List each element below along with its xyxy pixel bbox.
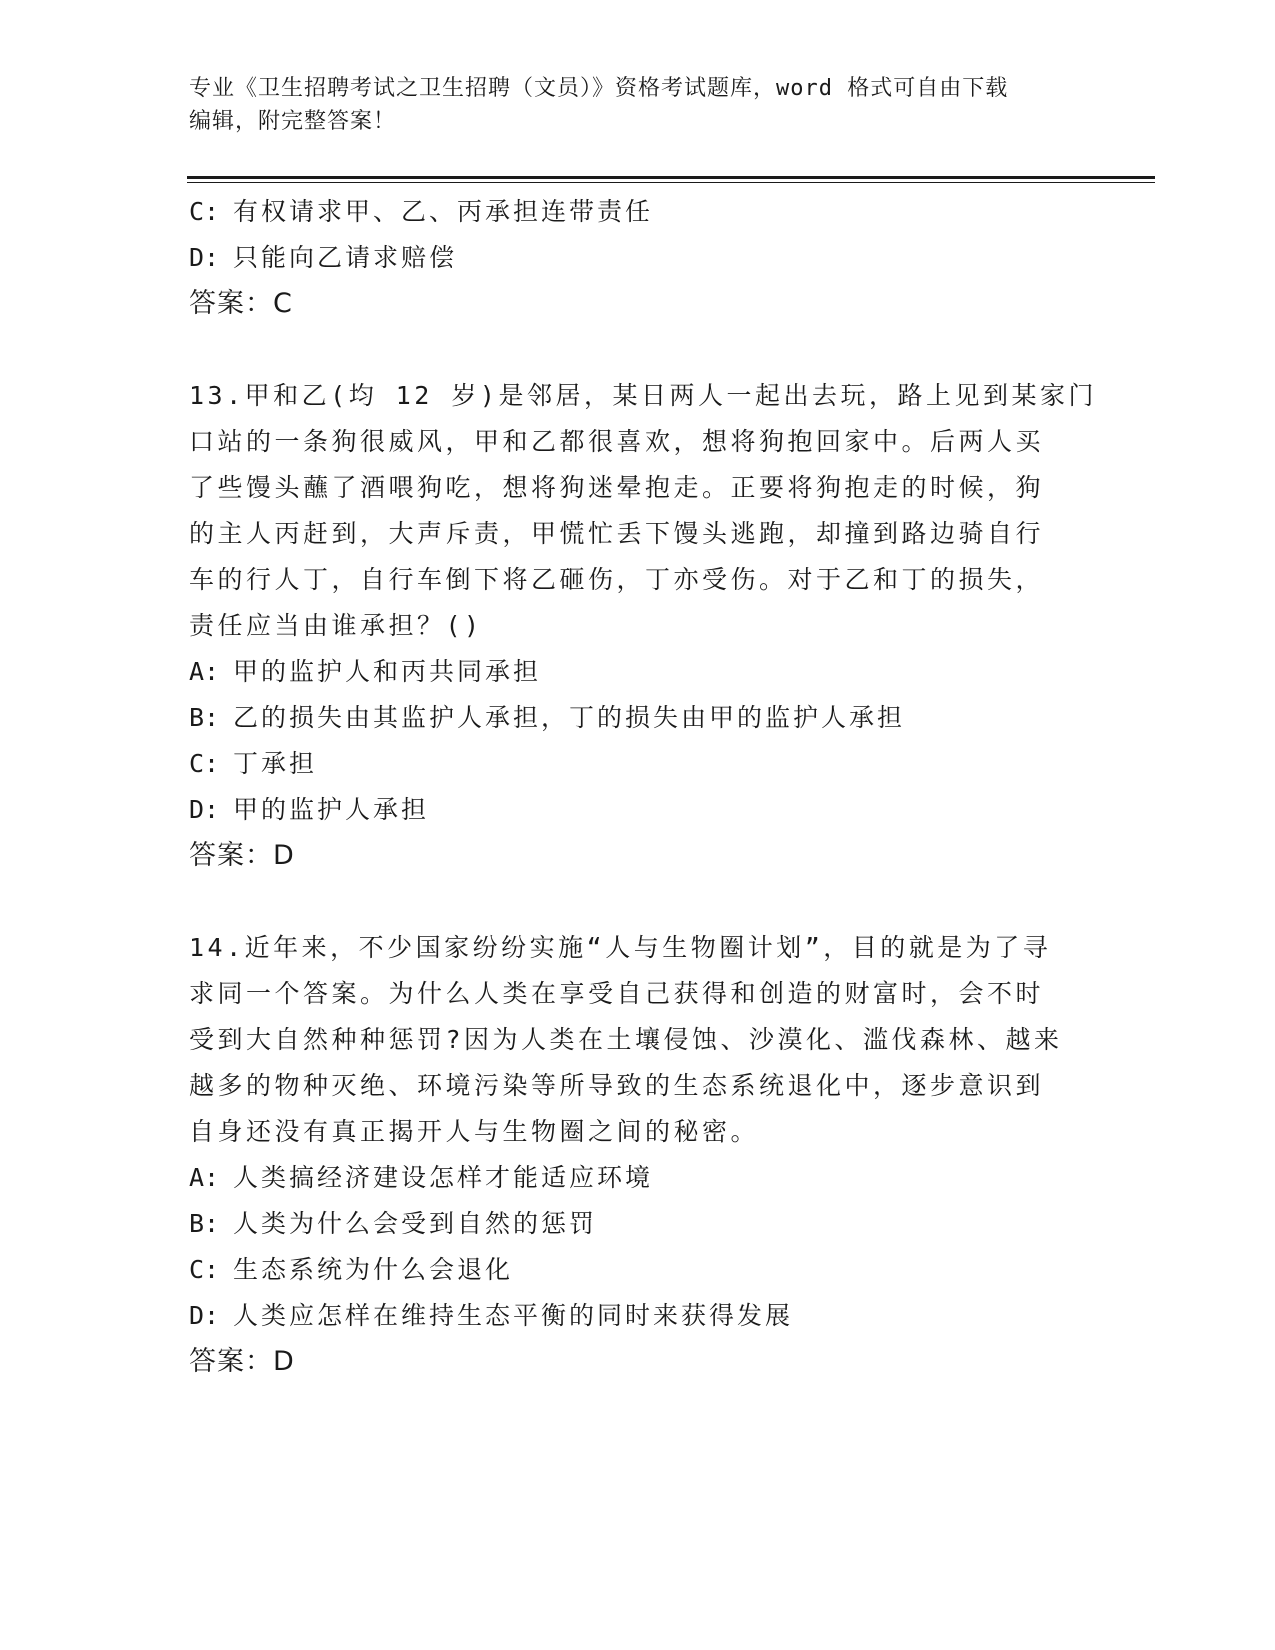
option-d [189, 787, 1089, 833]
question-text-line: 车的行人丁，自行车倒下将乙砸伤，丁亦受伤。对于乙和丁的损失， [189, 565, 1045, 594]
question-text-line: 14.近年来，不少国家纷纷实施“人与生物圈计划”，目的就是为了寻 [189, 933, 1052, 962]
option-text: 人类应怎样在维持生态平衡的同时来获得发展 [233, 1301, 794, 1330]
option-letter: C: [189, 1255, 220, 1284]
header-line-1: 专业《卫生招聘考试之卫生招聘（文员）》资格考试题库，word 格式可自由下载 [189, 76, 1009, 101]
option-text: 乙的损失由其监护人承担，丁的损失由甲的监护人承担 [233, 703, 906, 732]
question-text-line: 了些馒头蘸了酒喂狗吃，想将狗迷晕抱走。正要将狗抱走的时候，狗 [189, 473, 1045, 502]
spacer [189, 327, 1089, 373]
option-letter: C: [189, 197, 220, 226]
question-14-options [189, 1155, 1089, 1385]
answer-line: 答案：C [189, 288, 293, 319]
question-text-line: 越多的物种灭绝、环境污染等所导致的生态系统退化中，逐步意识到 [189, 1071, 1045, 1100]
option-text: 甲的监护人和丙共同承担 [233, 657, 542, 686]
option-letter: A: [189, 1163, 220, 1192]
option-text: 甲的监护人承担 [233, 795, 430, 824]
question-13-options [189, 649, 1089, 879]
option-d [189, 1293, 1089, 1339]
question-text-line: 受到大自然种种惩罚?因为人类在土壤侵蚀、沙漠化、滥伐森林、越来 [189, 1025, 1063, 1054]
question-14 [189, 925, 1089, 1155]
option-b [189, 695, 1089, 741]
option-letter: D: [189, 1301, 220, 1330]
prev-question-block [189, 189, 1089, 327]
option-letter: D: [189, 243, 220, 272]
option-text: 人类为什么会受到自然的惩罚 [233, 1209, 598, 1238]
question-text-line: 的主人丙赶到，大声斥责，甲慌忙丢下馒头逃跑，却撞到路边骑自行 [189, 519, 1045, 548]
question-text-line: 求同一个答案。为什么人类在享受自己获得和创造的财富时，会不时 [189, 979, 1045, 1008]
option-b [189, 1201, 1089, 1247]
question-text-line: 口站的一条狗很威风，甲和乙都很喜欢，想将狗抱回家中。后两人买 [189, 427, 1045, 456]
question-text-line: 自身还没有真正揭开人与生物圈之间的秘密。 [189, 1117, 760, 1146]
option-letter: D: [189, 795, 220, 824]
question-content [189, 189, 1097, 1385]
option-text: 丁承担 [233, 749, 318, 778]
header-line-2: 编辑，附完整答案！ [189, 109, 397, 134]
option-d [189, 235, 1089, 281]
option-text: 有权请求甲、乙、丙承担连带责任 [233, 197, 654, 226]
option-text: 生态系统为什么会退化 [233, 1255, 514, 1284]
question-13 [189, 373, 1097, 649]
option-text: 人类搞经济建设怎样才能适应环境 [233, 1163, 654, 1192]
header-divider-thick [187, 176, 1155, 179]
option-text: 只能向乙请求赔偿 [233, 243, 458, 272]
option-letter: B: [189, 703, 220, 732]
answer-line: 答案：D [189, 1346, 295, 1377]
header-divider-thin [187, 182, 1155, 183]
question-text-line: 13.甲和乙(均 12 岁)是邻居，某日两人一起出去玩，路上见到某家门 [189, 381, 1097, 410]
option-letter: A: [189, 657, 220, 686]
option-letter: B: [189, 1209, 220, 1238]
document-header [189, 72, 1069, 138]
question-text-line: 责任应当由谁承担？() [189, 611, 483, 640]
option-c [189, 741, 1089, 787]
spacer [189, 879, 1089, 925]
answer-line: 答案：D [189, 840, 295, 871]
option-a [189, 649, 1089, 695]
option-c [189, 189, 1089, 235]
option-letter: C: [189, 749, 220, 778]
option-c [189, 1247, 1089, 1293]
option-a [189, 1155, 1089, 1201]
